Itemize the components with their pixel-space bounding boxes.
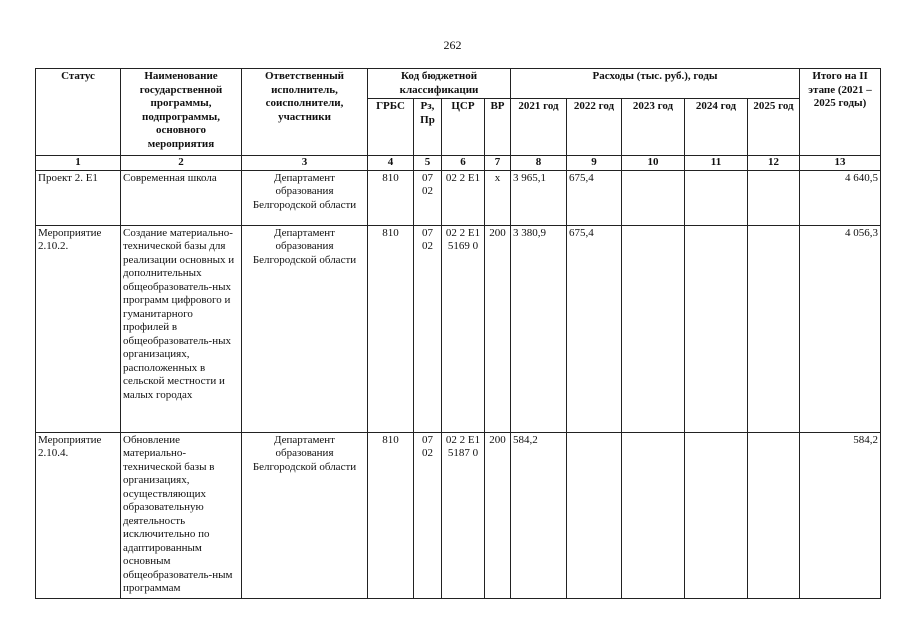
row-vr: 200 — [485, 432, 511, 598]
table-row — [36, 170, 881, 225]
row-total: 4 640,5 — [800, 170, 881, 225]
row-status: Мероприятие 2.10.2. — [36, 225, 121, 432]
row-csr: 02 2 Е1 5169 0 — [442, 225, 485, 432]
row-name: Создание материально-технической базы для реализации основных и дополнительных общеобразователь-ных программ цифрового и гуманитарного профилей в общеобразователь-ных организациях, расположенных в сельской местности и малых городах — [121, 225, 242, 432]
header-vr: ВР — [485, 99, 511, 156]
row-total: 4 056,3 — [800, 225, 881, 432]
header-grbs: ГРБС — [368, 99, 414, 156]
row-2021: 3 380,9 — [511, 225, 567, 432]
header-executor: Ответственный исполнитель, соисполнители, участники — [242, 69, 368, 156]
header-status: Статус — [36, 69, 121, 156]
column-number: 8 — [511, 156, 567, 171]
row-2021: 584,2 — [511, 432, 567, 598]
row-vr: х — [485, 170, 511, 225]
row-2021: 3 965,1 — [511, 170, 567, 225]
header-2025: 2025 год — [748, 99, 800, 156]
column-number: 9 — [567, 156, 622, 171]
row-2023 — [622, 225, 685, 432]
row-status: Мероприятие 2.10.4. — [36, 432, 121, 598]
row-2025 — [748, 170, 800, 225]
row-csr: 02 2 Е1 — [442, 170, 485, 225]
header-expenses: Расходы (тыс. руб.), годы — [511, 69, 800, 99]
row-2022: 675,4 — [567, 170, 622, 225]
row-2022: 675,4 — [567, 225, 622, 432]
row-executor: Департамент образования Белгородской области — [242, 432, 368, 598]
row-2023 — [622, 432, 685, 598]
column-number: 13 — [800, 156, 881, 171]
table-row — [36, 225, 881, 432]
row-rzpr: 07 02 — [414, 170, 442, 225]
row-status: Проект 2. Е1 — [36, 170, 121, 225]
header-rzpr: Рз, Пр — [414, 99, 442, 156]
row-2024 — [685, 170, 748, 225]
column-number: 5 — [414, 156, 442, 171]
header-name: Наименование государственной программы, подпрограммы, основного мероприятия — [121, 69, 242, 156]
row-csr: 02 2 Е1 5187 0 — [442, 432, 485, 598]
row-name: Современная школа — [121, 170, 242, 225]
column-number: 6 — [442, 156, 485, 171]
header-budget-code: Код бюджетной классификации — [368, 69, 511, 99]
header-row — [36, 69, 881, 99]
table-row — [36, 432, 881, 598]
header-2021: 2021 год — [511, 99, 567, 156]
column-number: 11 — [685, 156, 748, 171]
row-2024 — [685, 225, 748, 432]
row-2024 — [685, 432, 748, 598]
column-number: 4 — [368, 156, 414, 171]
column-number: 7 — [485, 156, 511, 171]
row-executor: Департамент образования Белгородской области — [242, 225, 368, 432]
budget-table — [35, 68, 881, 599]
row-2023 — [622, 170, 685, 225]
column-number: 10 — [622, 156, 685, 171]
page-number: 262 — [443, 38, 462, 52]
header-2022: 2022 год — [567, 99, 622, 156]
column-number: 1 — [36, 156, 121, 171]
row-total: 584,2 — [800, 432, 881, 598]
row-2025 — [748, 225, 800, 432]
row-grbs: 810 — [368, 225, 414, 432]
row-vr: 200 — [485, 225, 511, 432]
column-number: 12 — [748, 156, 800, 171]
column-number-row — [36, 156, 881, 171]
row-executor: Департамент образования Белгородской области — [242, 170, 368, 225]
header-2024: 2024 год — [685, 99, 748, 156]
row-name: Обновление материально-технической базы в организациях, осуществляющих образовательную деятельность исключительно по адаптированным основным общеобразователь-ным программам — [121, 432, 242, 598]
column-number: 2 — [121, 156, 242, 171]
row-2022 — [567, 432, 622, 598]
header-csr: ЦСР — [442, 99, 485, 156]
row-grbs: 810 — [368, 432, 414, 598]
header-total: Итого на II этапе (2021 – 2025 годы) — [800, 69, 881, 156]
row-rzpr: 07 02 — [414, 432, 442, 598]
row-grbs: 810 — [368, 170, 414, 225]
header-2023: 2023 год — [622, 99, 685, 156]
row-rzpr: 07 02 — [414, 225, 442, 432]
row-2025 — [748, 432, 800, 598]
column-number: 3 — [242, 156, 368, 171]
